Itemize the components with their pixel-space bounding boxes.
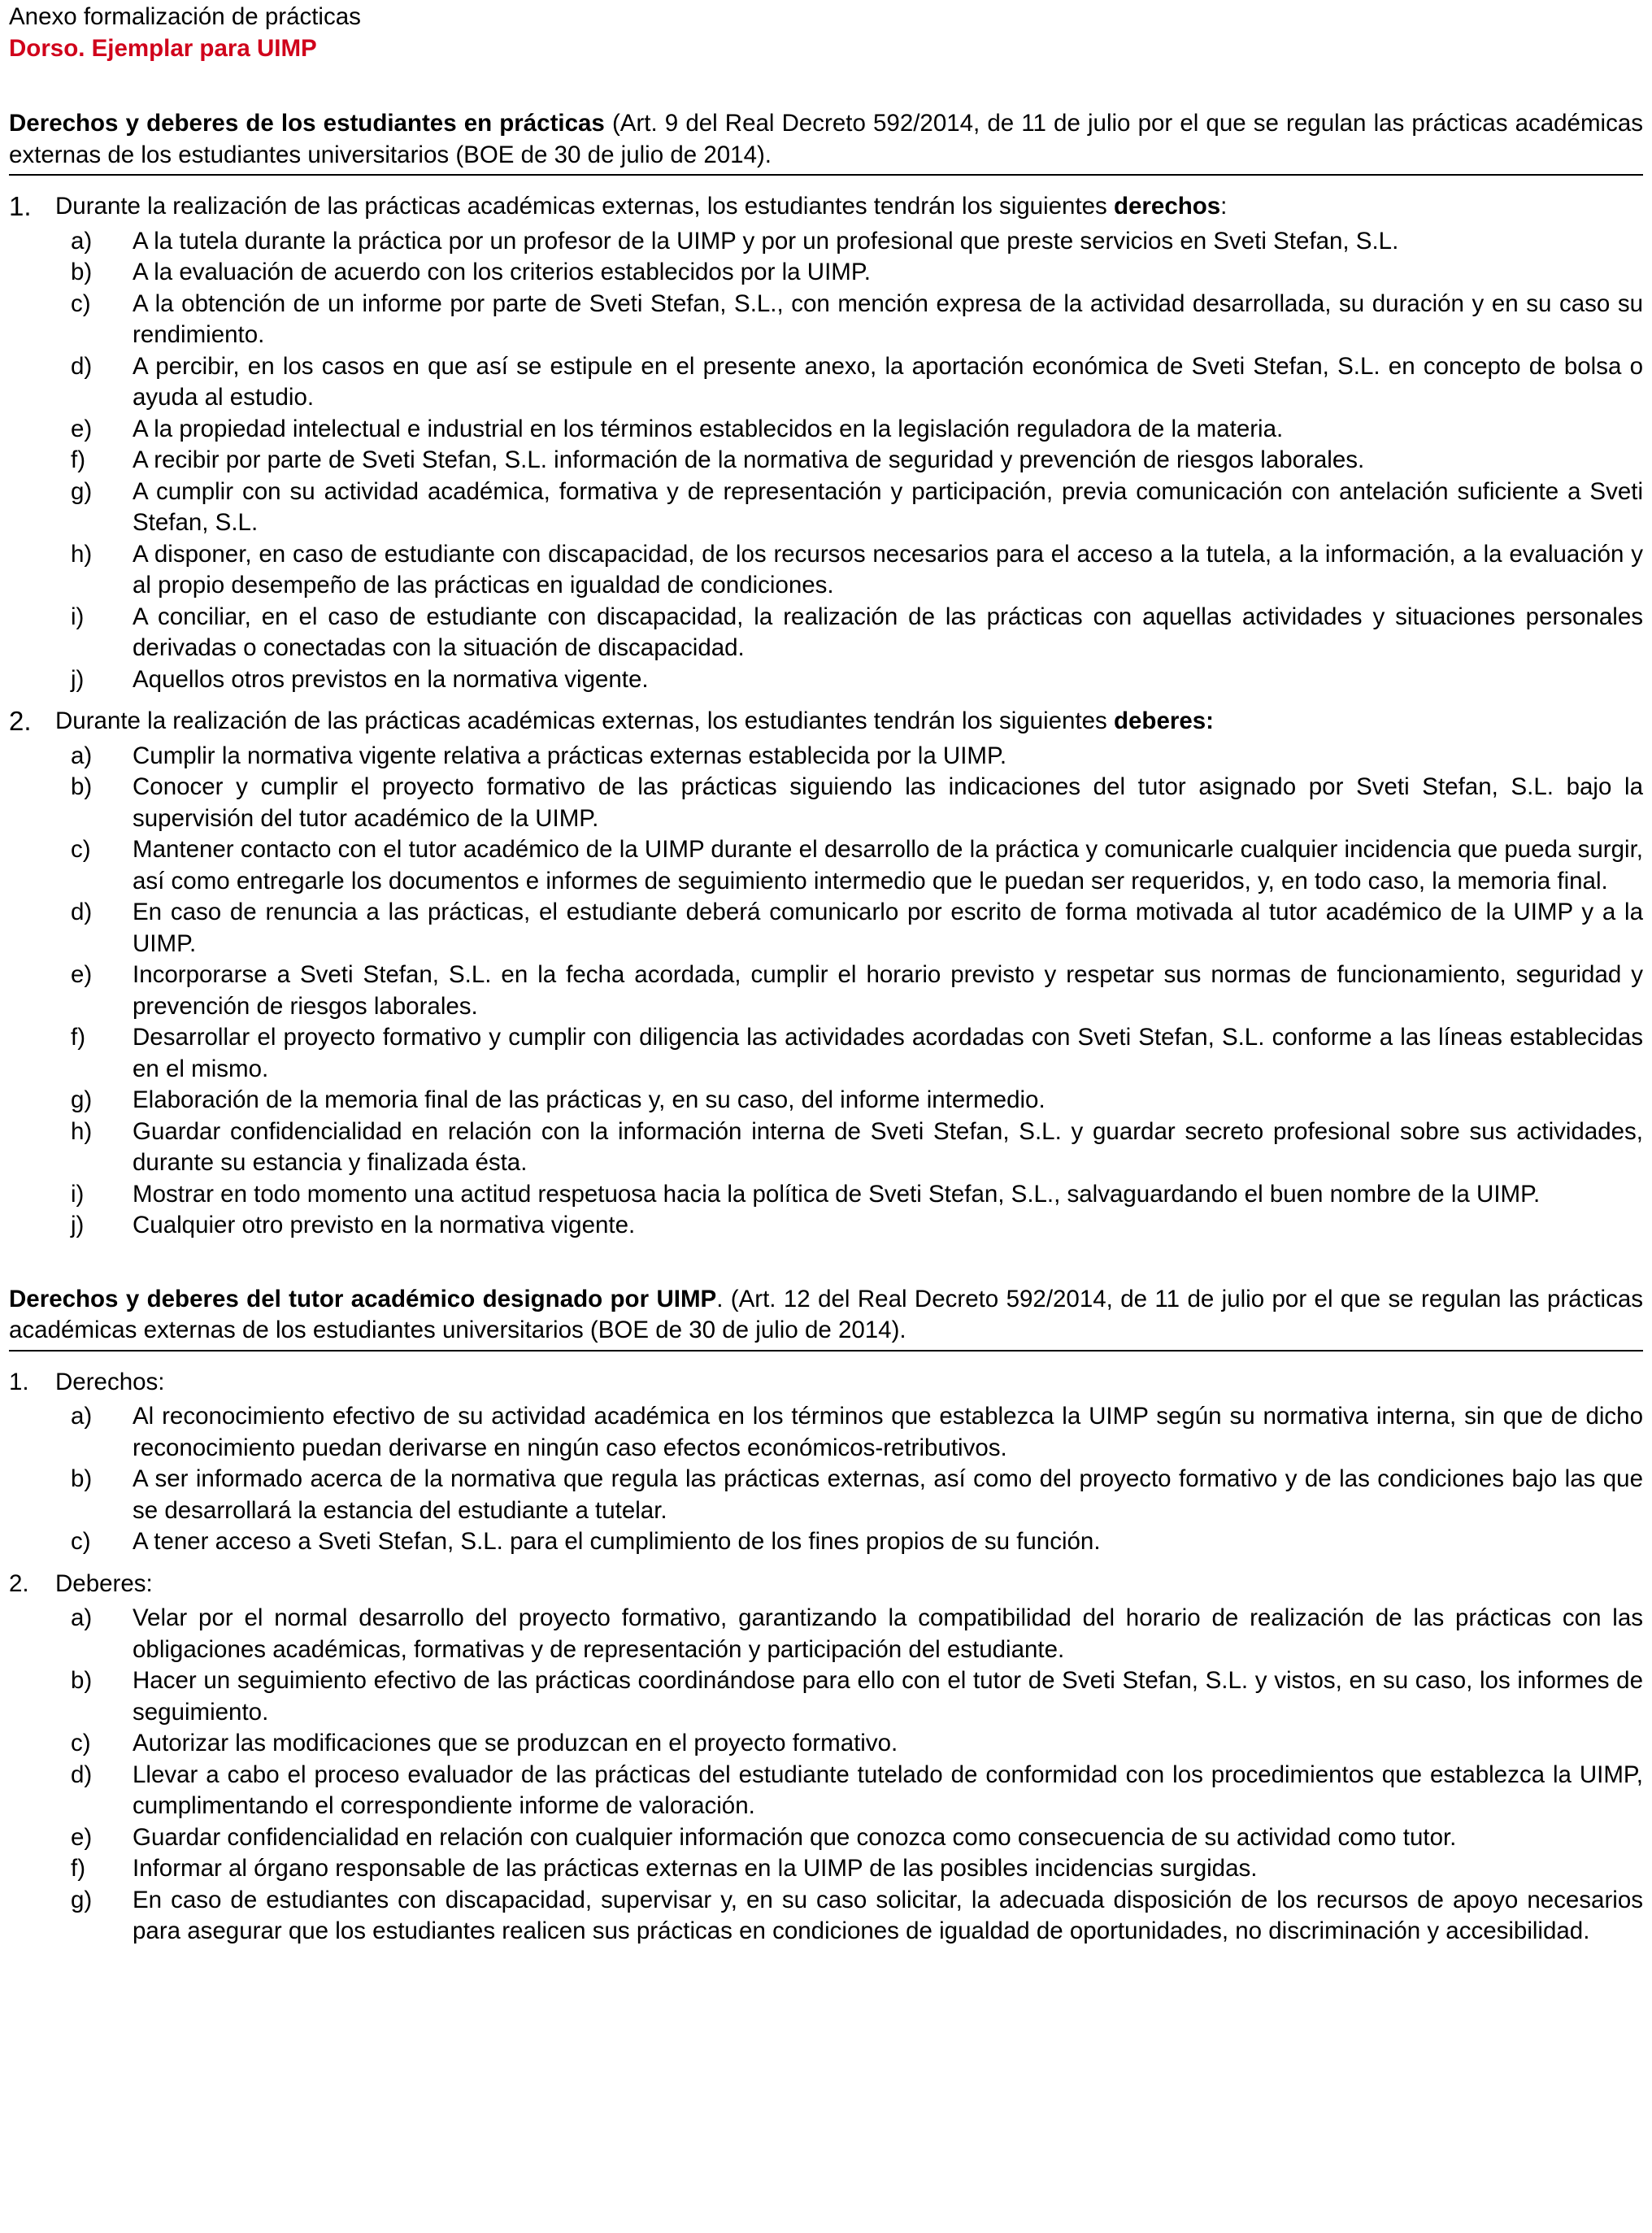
item-letter: c) <box>71 289 91 317</box>
item-letter: b) <box>71 1667 93 1694</box>
intro-text: Derechos: <box>55 1368 165 1395</box>
item-text: A cumplir con su actividad académica, formativa y de representación y participación, previa comunicación con antelación suficiente a Sveti Stefan, S.L. <box>133 477 1643 536</box>
item-letter: g) <box>71 1086 93 1113</box>
item-letter: e) <box>71 415 93 442</box>
item-text: A la obtención de un informe por parte de Sveti Stefan, S.L., con mención expresa de la actividad desarrollada, su duración y en su caso su rendimiento. <box>133 289 1643 348</box>
item-text: Guardar confidencialidad en relación con cualquier información que conozca como consecuencia de su actividad como tutor. <box>133 1823 1457 1851</box>
item-letter: a) <box>71 742 93 769</box>
item-letter: j) <box>71 1212 85 1238</box>
item-text: Incorporarse a Sveti Stefan, S.L. en la fecha acordada, cumplir el horario previsto y respetar sus normas de funcionamiento, seguridad y prevención de riesgos laborales. <box>133 961 1643 1020</box>
list-item <box>9 289 1643 351</box>
list-item <box>9 1179 1643 1211</box>
document-page <box>9 0 1643 1948</box>
item-letter: e) <box>71 1823 93 1851</box>
list-item <box>9 1464 1643 1526</box>
copy-label: Dorso. Ejemplar para UIMP <box>9 34 317 62</box>
item-text: En caso de renuncia a las prácticas, el estudiante deberá comunicarlo por escrito de forma motivada al tutor académico de la UIMP y a la UIMP. <box>133 899 1643 957</box>
tutor-rights-list <box>9 1401 1643 1558</box>
item-letter: c) <box>71 1730 91 1756</box>
item-text: A la evaluación de acuerdo con los criterios establecidos por la UIMP. <box>133 259 871 285</box>
list-item <box>9 897 1643 960</box>
item-text: Mostrar en todo momento una actitud respetuosa hacia la política de Sveti Stefan, S.L., salvaguardando el buen nombre de la UIMP. <box>133 1180 1541 1208</box>
item-letter: a) <box>71 227 93 255</box>
item-text: Informar al órgano responsable de las prácticas externas en la UIMP de las posibles incidencias surgidas. <box>133 1855 1258 1882</box>
item-letter: b) <box>71 773 93 800</box>
section-tutor-title: Derechos y deberes del tutor académico designado por UIMP <box>9 1285 717 1312</box>
item-text: A conciliar, en el caso de estudiante con discapacidad, la realización de las prácticas con aquellas actividades y situaciones personales derivadas o conectadas con la situación de discapacidad. <box>133 603 1643 661</box>
item-letter: h) <box>71 1117 93 1145</box>
item-text: Guardar confidencialidad en relación con la información interna de Sveti Stefan, S.L. y guardar secreto profesional sobre sus actividades, durante su estancia y finalizada ésta. <box>133 1117 1643 1176</box>
list-number: 2. <box>9 706 32 736</box>
item-text: A ser informado acerca de la normativa que regula las prácticas externas, así como del proyecto formativo y de las condiciones bajo las que se desarrollará la estancia del estudiante a tutelar. <box>133 1465 1643 1524</box>
list-item <box>9 960 1643 1022</box>
intro-text: Durante la realización de las prácticas académicas externas, los estudiantes tendrán los siguientes derechos: <box>55 193 1228 220</box>
item-letter: f) <box>71 1024 86 1051</box>
list-item <box>9 1822 1643 1854</box>
item-text: A la tutela durante la práctica por un profesor de la UIMP y por un profesional que preste servicios en Sveti Stefan, S.L. <box>133 227 1399 255</box>
intro-text: Durante la realización de las prácticas académicas externas, los estudiantes tendrán los siguientes deberes: <box>55 707 1214 734</box>
list-item <box>9 664 1643 696</box>
item-letter: a) <box>71 1403 93 1430</box>
list-item <box>9 1885 1643 1948</box>
list-item <box>9 834 1643 897</box>
item-text: Hacer un seguimiento efectivo de las prácticas coordinándose para ello con el tutor de Sveti Stefan, S.L. y vistos, en su caso, los informes de seguimiento. <box>133 1667 1643 1726</box>
item-text: Cumplir la normativa vigente relativa a prácticas externas establecida por la UIMP. <box>133 742 1007 769</box>
item-text: Conocer y cumplir el proyecto formativo de las prácticas siguiendo las indicaciones del tutor asignado por Sveti Stefan, S.L. bajo la supervisión del tutor académico de la UIMP. <box>133 773 1643 832</box>
list-item <box>9 1526 1643 1558</box>
item-text: Desarrollar el proyecto formativo y cumplir con diligencia las actividades acordadas con Sveti Stefan, S.L. conforme a las líneas establecidas en el mismo. <box>133 1024 1643 1082</box>
item-letter: d) <box>71 899 93 925</box>
students-duties-intro <box>9 706 1643 738</box>
list-item <box>9 351 1643 414</box>
students-rights-intro <box>9 191 1643 223</box>
list-item <box>9 741 1643 773</box>
item-text: Llevar a cabo el proceso evaluador de las prácticas del estudiante tutelado de conformidad con los procedimientos que establezca la UIMP, cumplimentando el correspondiente informe de valoración. <box>133 1761 1643 1819</box>
item-text: A la propiedad intelectual e industrial en los términos establecidos en la legislación reguladora de la materia. <box>133 415 1284 442</box>
item-letter: i) <box>71 603 85 630</box>
item-text: Velar por el normal desarrollo del proyecto formativo, garantizando la compatibilidad del horario de realización de las prácticas con las obligaciones académicas, formativas y de representación y participación del estudiante. <box>133 1604 1643 1663</box>
section-students-heading <box>9 108 1643 176</box>
header <box>9 0 1643 64</box>
item-letter: e) <box>71 961 93 988</box>
list-item <box>9 539 1643 602</box>
list-number: 1. <box>9 191 32 221</box>
item-letter: b) <box>71 259 93 285</box>
list-item <box>9 1603 1643 1665</box>
item-letter: j) <box>71 665 85 693</box>
tutor-rights-intro <box>9 1367 1643 1399</box>
students-rights-list <box>9 226 1643 696</box>
item-letter: c) <box>71 1528 91 1555</box>
item-letter: d) <box>71 352 93 380</box>
list-item <box>9 1022 1643 1085</box>
item-text: Aquellos otros previstos en la normativa vigente. <box>133 665 649 693</box>
tutor-duties-list <box>9 1603 1643 1948</box>
item-letter: g) <box>71 1886 93 1913</box>
list-item <box>9 1728 1643 1760</box>
item-text: A tener acceso a Sveti Stefan, S.L. para el cumplimiento de los fines propios de su función. <box>133 1528 1101 1555</box>
item-text: Elaboración de la memoria final de las prácticas y, en su caso, del informe intermedio. <box>133 1086 1046 1113</box>
tutor-duties-intro <box>9 1569 1643 1600</box>
list-item <box>9 772 1643 834</box>
list-item <box>9 1401 1643 1464</box>
annex-title: Anexo formalización de prácticas <box>9 3 361 30</box>
item-text: A disponer, en caso de estudiante con discapacidad, de los recursos necesarios para el acceso a la tutela, a la información, a la evaluación y al propio desempeño de las prácticas en igualdad de condiciones. <box>133 540 1643 599</box>
list-item <box>9 414 1643 446</box>
item-letter: g) <box>71 477 93 505</box>
item-letter: b) <box>71 1465 93 1492</box>
list-item <box>9 445 1643 477</box>
item-letter: c) <box>71 836 91 863</box>
list-item <box>9 257 1643 289</box>
item-text: A percibir, en los casos en que así se estipule en el presente anexo, la aportación económica de Sveti Stefan, S.L. en concepto de bolsa o ayuda al estudio. <box>133 352 1643 411</box>
item-text: Mantener contacto con el tutor académico de la UIMP durante el desarrollo de la práctica y comunicarle cualquier incidencia que pueda surgir, así como entregarle los documentos e informes de seguimiento intermedio que le puedan ser requeridos, y, en todo caso, la memoria final. <box>133 836 1643 895</box>
item-text: Cualquier otro previsto en la normativa vigente. <box>133 1212 636 1238</box>
item-text: En caso de estudiantes con discapacidad, supervisar y, en su caso solicitar, la adecuada disposición de los recursos de apoyo necesarios para asegurar que los estudiantes realicen sus prácticas en condiciones de igualdad de oportunidades, no discriminación y accesibilidad. <box>133 1886 1643 1944</box>
item-letter: i) <box>71 1180 85 1208</box>
list-item <box>9 602 1643 664</box>
students-duties-list <box>9 741 1643 1242</box>
list-item <box>9 1853 1643 1885</box>
section-students-title: Derechos y deberes de los estudiantes en prácticas <box>9 110 605 137</box>
item-text: Al reconocimiento efectivo de su actividad académica en los términos que establezca la UIMP según su normativa interna, sin que de dicho reconocimiento puedan derivarse en ningún caso efectos económicos-retributivos. <box>133 1403 1643 1461</box>
item-text: Autorizar las modificaciones que se produzcan en el proyecto formativo. <box>133 1730 898 1756</box>
section-tutor-heading <box>9 1284 1643 1352</box>
item-text: A recibir por parte de Sveti Stefan, S.L. información de la normativa de seguridad y prevención de riesgos laborales. <box>133 446 1365 473</box>
item-letter: h) <box>71 540 93 568</box>
list-item <box>9 477 1643 539</box>
item-letter: a) <box>71 1604 93 1631</box>
list-number: 1. <box>9 1368 29 1395</box>
item-letter: f) <box>71 1855 86 1882</box>
list-item <box>9 1116 1643 1179</box>
list-item <box>9 1665 1643 1728</box>
list-item <box>9 1760 1643 1822</box>
list-number: 2. <box>9 1569 29 1597</box>
item-letter: f) <box>71 446 86 473</box>
list-item <box>9 1210 1643 1242</box>
section-students-reference: (Art. 9 del Real Decreto 592/2014, de 11 de julio por el que se regulan las prácticas académicas externas de los estudiantes universitarios (BOE de 30 de julio de 2014). <box>9 110 1643 168</box>
list-item <box>9 1085 1643 1116</box>
intro-text: Deberes: <box>55 1569 153 1597</box>
list-item <box>9 226 1643 258</box>
item-letter: d) <box>71 1761 93 1788</box>
section-tutor-reference: . (Art. 12 del Real Decreto 592/2014, de 11 de julio por el que se regulan las prácticas académicas externas de los estudiantes universitarios (BOE de 30 de julio de 2014). <box>9 1285 1643 1343</box>
